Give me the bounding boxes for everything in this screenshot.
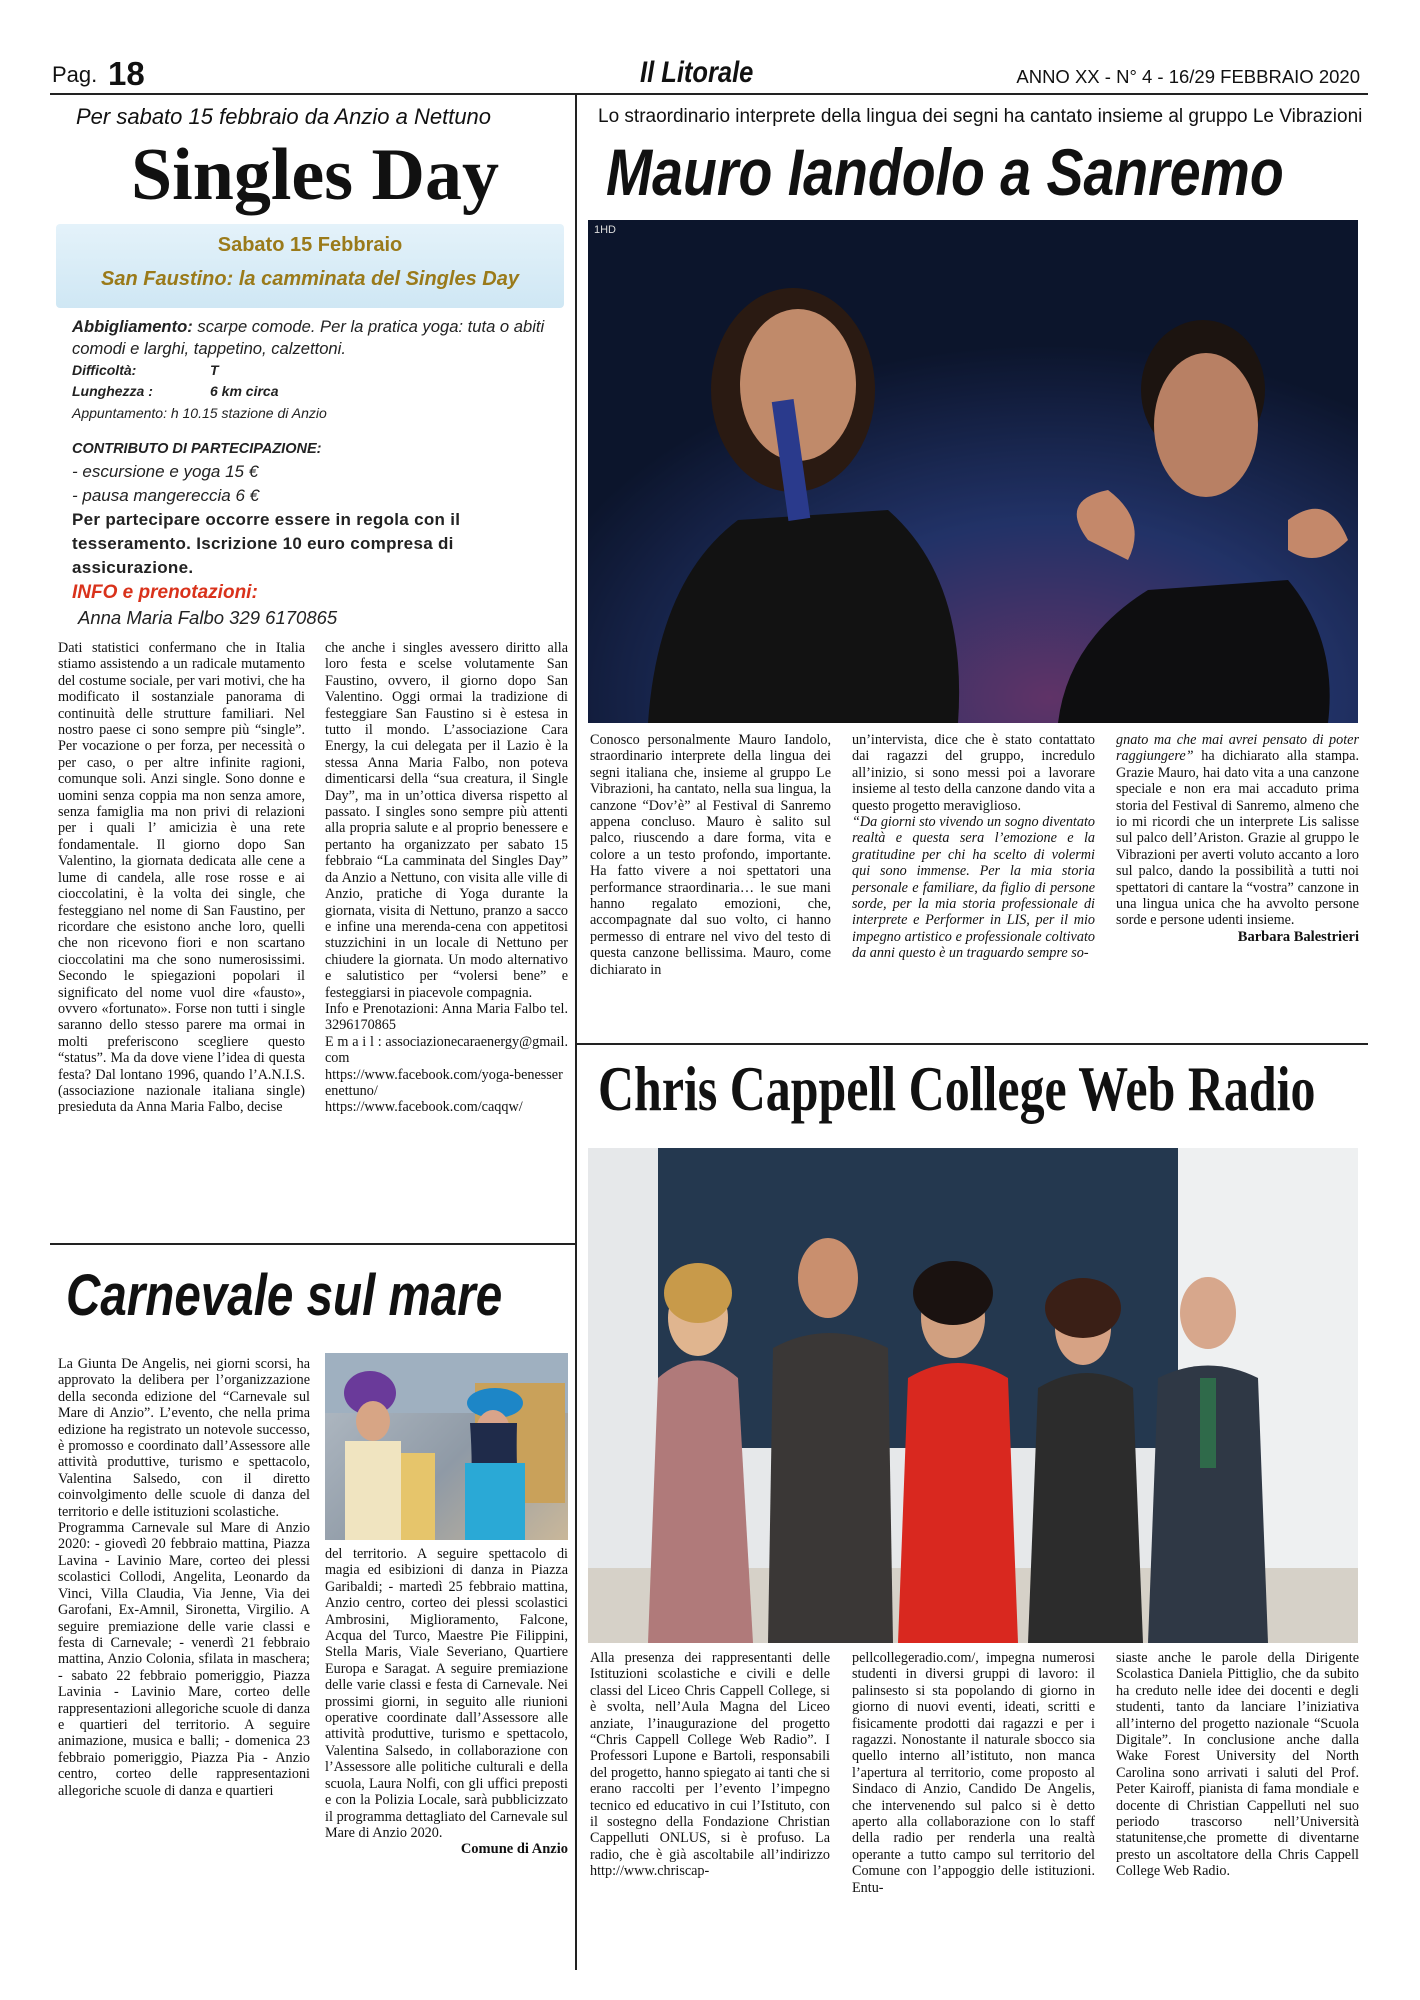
sanremo-photo xyxy=(588,220,1358,723)
header-rule xyxy=(50,93,1368,95)
sanremo-paragraph-2: un’intervista, dice che è stato contattato dai ragazzi del gruppo, incredulo all’inizio, si sono messi poi a lavorare insieme al testo della canzone dando vita a questo progetto meraviglioso. xyxy=(852,732,1095,814)
difficolta-line xyxy=(72,360,558,380)
sanremo-col-2 xyxy=(852,732,1095,962)
carnevale-signature: Comune di Anzio xyxy=(460,1841,568,1858)
sanremo-signature: Barbara Balestrieri xyxy=(1237,928,1359,945)
carnevale-col-2 xyxy=(325,1546,568,1858)
sanremo-photo-art xyxy=(588,220,1358,723)
contributo-label: CONTRIBUTO DI PARTECIPAZIONE: xyxy=(72,441,322,457)
event-date: Sabato 15 Febbraio xyxy=(217,234,403,256)
difficolta-label: Difficoltà: xyxy=(72,362,137,378)
escursione-line: - escursione e yoga 15 € xyxy=(72,462,259,481)
page-label: Pag. xyxy=(52,62,98,87)
singles-bottom-rule xyxy=(50,1243,575,1245)
singles-col-2 xyxy=(325,640,568,1116)
abbigliamento-line xyxy=(72,316,558,360)
masthead: Il Litorale xyxy=(640,56,754,89)
radio-paragraph-1: Alla presenza dei rappresentanti delle Istituzioni scolastiche e civili e delle classi del Liceo Chris Cappell College, si è svolta, nell’Aula Magna del Liceo anziate, l’inaugurazione del progetto “Chris Cappell College Web Radio”. I Professori Lupone e Bartoli, responsabili del progetto, hanno spiegato ai tanti che si erano raccolti per l’evento l’impegno tecnico ed educativo in cui l’Istituto, con il sostegno della Fondazione Christian Cappelluti ONLUS, si è profuso. La radio, che è già ascoltabile all’indirizzo http://www.chriscap- xyxy=(590,1650,830,1880)
abbigliamento-text: scarpe comode. Per la pratica yoga: tuta o abiti comodi e larghi, tappetino, calzettoni. xyxy=(72,317,545,358)
event-box xyxy=(56,224,564,637)
difficolta-value: T xyxy=(210,362,219,378)
event-subtitle: San Faustino: la camminata del Singles Day xyxy=(101,268,519,290)
radio-title: Chris Cappell College Web Radio xyxy=(598,1053,1316,1124)
singles-facebook-link-1[interactable]: https://www.facebook.com/yoga-benesserenettuno/ xyxy=(325,1066,563,1099)
radio-col-2 xyxy=(852,1650,1095,1896)
sanremo-paragraph-3 xyxy=(1116,732,1359,929)
sanremo-col-1 xyxy=(590,732,831,978)
radio-col-1 xyxy=(590,1650,830,1880)
carnevale-col-1 xyxy=(58,1356,310,1799)
radio-col-3 xyxy=(1116,1650,1359,1880)
carnevale-photo-art xyxy=(325,1353,568,1540)
contact-line: Anna Maria Falbo 329 6170865 xyxy=(78,607,338,628)
singles-email[interactable]: E m a i l : associazionecaraenergy@gmail.com xyxy=(325,1033,568,1067)
carnevale-photo xyxy=(325,1353,568,1540)
sanremo-text-end: ha dichiarato alla stampa. Grazie Mauro, hai dato vita a una canzone speciale e non era mai accaduto prima storia del Festival di Sanremo, almeno che io mi ricordi che un interprete Lis salisse sul palco dell’Ariston. Grazie al gruppo le Vibrazioni per averti voluto accanto a loro sul palco, dando la possibilità a tutti noi spettatori di cantare la “vostra” canzone in una lingua unica che ha avvolto persone sorde e persone udenti insieme. xyxy=(1116,748,1359,929)
sanremo-quote-end: gnato ma che mai avrei pensato di poter raggiungere” xyxy=(1116,732,1359,765)
tv-logo: 1HD xyxy=(594,224,617,236)
sanremo-bottom-rule xyxy=(577,1043,1368,1045)
carnevale-paragraph-1: La Giunta De Angelis, nei giorni scorsi, ha approvato la delibera per l’organizzazione della seconda edizione del “Carnevale sul Mare di Anzio”. L’evento, che nella prima edizione ha registrato un notevole successo, è promosso e coordinato dall’Assessore alle attività produttive, turismo e spettacolo, Valentina Salsedo, con il diretto coinvolgimento delle scuole di danza del territorio e delle istituzioni scolastiche. xyxy=(58,1356,310,1520)
carnevale-paragraph-2: Programma Carnevale sul Mare di Anzio 2020: - giovedì 20 febbraio mattina, Piazza Lavina - Lavinio Mare, corteo dei plessi scolastici Collodi, Angelita, Leonardo da Vinci, Villa Claudia, Via Jenne, Via dei Garofani, Ex-Amnil, Sironetta, Virgilio. A seguire premiazione delle varie classi e festa di Carnevale; - venerdì 21 febbraio mattina, Anzio Colonia, sfilata in maschera; - sabato 22 febbraio pomeriggio, Piazza Lavinia - Lavinio Mare, corteo delle rappresentazioni allegoriche scuole di danza e quartieri del territorio. A seguire animazione, musica e balli; - domenica 23 febbraio pomeriggio, Piazza Pia - Anzio centro, corteo delle rappresentazioni allegoriche scuole di danza e quartieri xyxy=(58,1520,310,1799)
lunghezza-value: 6 km circa xyxy=(210,383,279,399)
event-details xyxy=(72,316,558,630)
sanremo-quote: “Da giorni sto vivendo un sogno diventato realtà e questa sera l’emozione e la gratitudine per chi ha scelto di volermi qui sono immense. Per la mia storia personale e familiare, da figlio di persone sorde, per la mia storia professionale di interprete e Performer in LIS, per il mio impegno artistico e professionale coltivato da anni questo è un traguardo sempre so- xyxy=(852,814,1095,962)
carnevale-title: Carnevale sul mare xyxy=(66,1263,503,1328)
pausa-line: - pausa mangereccia 6 € xyxy=(72,486,260,505)
info-label: INFO e prenotazioni: xyxy=(72,582,258,603)
singles-info: Info e Prenotazioni: Anna Maria Falbo tel. 3296170865 xyxy=(325,1000,568,1034)
page-number: 18 xyxy=(108,55,145,92)
regola-text: Per partecipare occorre essere in regola con il tesseramento. Iscrizione 10 euro compresa di assicurazione. xyxy=(72,510,461,577)
radio-paragraph-2: pellcollegeradio.com/, impegna numerosi studenti in diversi gruppi di lavoro: il palinsesto si sta popolando di giorno in giorno di nuovi eventi, ideati, scritti e fisicamente prodotti dai ragazzi e per i ragazzi. Nonostante il naturale sbocco sia quello interno all’istituto, non manca l’apertura al territorio, come proposto al Sindaco di Anzio, Candido De Angelis, che intervenendo sul palco si è detto aperto alla collaborazione con lo staff della radio per renderla una realtà operante a tutto campo sul territorio del Comune con l’appoggio delle istituzioni. Entu- xyxy=(852,1650,1095,1896)
lunghezza-line xyxy=(72,380,558,402)
appuntamento-line: Appuntamento: h 10.15 stazione di Anzio xyxy=(72,405,327,421)
singles-paragraph-2: che anche i singles avessero diritto alla loro festa e scelse volutamente San Faustino, ovvero, il giorno dopo San Valentino. Oggi ormai la tradizione di festeggiare San Faustino si è estesa in tutto il mondo. L’associazione Cara Energy, la cui delegata per il Lazio è la stessa Anna Maria Falbo, non poteva dimenticarsi della “sua creatura, il Single Day”, ma in un’ottica diversa rispetto al passato. I singles sono sempre più attenti alla propria salute e al proprio benessere e pertanto ha organizzato per sabato 15 febbraio “La camminata del Singles Day” da Anzio a Nettuno, con visita alle ville di Anzio, pratiche di Yoga durante la giornata, visita di Nettuno, pranzo a sacco e infine una merenda-cena con appetitosi stuzzichini in un locale di Nettuno per chiudere la giornata. Un modo alternativo e salutistico per “volersi bene” e festeggiarsi in piacevole compagnia. xyxy=(325,640,568,1001)
singles-kicker: Per sabato 15 febbraio da Anzio a Nettuno xyxy=(76,104,492,129)
abbigliamento-label: Abbigliamento: xyxy=(72,317,193,336)
radio-paragraph-3: siaste anche le parole della Dirigente Scolastica Daniela Pittiglio, che da subito ha creduto nelle idee dei docenti e degli studenti, tanto da lanciare l’iniziativa all’interno del progetto nazionale “Scuola Digitale”. In conclusione anche dalla Wake Forest University del North Carolina sono arrivati i saluti del Prof. Peter Kairoff, pianista di fama mondiale e docente di Christian Cappelluti nel suo periodo trascorso nell’Università statunitense,che promette di diventarne presto un ascoltatore della Chris Cappell College Web Radio. xyxy=(1116,1650,1359,1880)
sanremo-title: Mauro Iandolo a Sanremo xyxy=(606,135,1284,209)
sanremo-col-3 xyxy=(1116,732,1359,945)
singles-title: Singles Day xyxy=(130,134,499,216)
column-divider xyxy=(575,95,577,1970)
singles-facebook-link-2[interactable]: https://www.facebook.com/caqqw/ xyxy=(325,1099,523,1116)
sanremo-kicker: Lo straordinario interprete della lingua dei segni ha cantato insieme al gruppo Le Vibrazioni xyxy=(598,106,1363,127)
lunghezza-label: Lunghezza : xyxy=(72,383,153,399)
singles-paragraph-1: Dati statistici confermano che in Italia stiamo assistendo a un radicale mutamento del costume sociale, per vari motivi, che ha modificato il sostanziale panorama di continuità delle strutture familiari. Nel nostro paese ci sono sempre più “single”. Per vocazione o per forza, per necessità o per caso, o per altre infinite ragioni, comunque soli. Anzi single. Sono donne e uomini senza coppia ma non senza amore, senza famiglia ma non privi di relazioni per i quali l’ amicizia è una rete fondamentale. Il giorno dopo San Valentino, la giornata dedicata alle cene a lume di candela, alle rose rosse e ai cioccolatini, è la volta dei single, che festeggiano nel nome di San Faustino, per ricordare che esistono anche loro, quelli che non ricevono fiori e non scartano cioccolatini ma che sono numerosissimi. Secondo le spiegazioni popolari il significato del nome vuol dire «fausto», ovvero «fortunato». Forse non tutti i single saranno dello stesso parere ma ormai in molti preferiscono scegliere questo “status”. Ma da dove viene l’idea di questa festa? Dal lontano 1996, quando l’A.N.I.S. (associazione nazionale italiana single) presieduta da Anna Maria Falbo, decise xyxy=(58,640,305,1116)
carnevale-paragraph-3: del territorio. A seguire spettacolo di magia ed esibizioni di danza in Piazza Garibaldi; - martedì 25 febbraio mattina, Anzio centro, corteo dei plessi scolastici Ambrosini, Miglioramento, Falcone, Acqua del Turco, Maestre Pie Filippini, Stella Maris, Viale Severiano, Quartiere Europa e Saragat. A seguire premiazione delle varie classi e festa di Carnevale. Nei prossimi giorni, in seguito alle riunioni operative coordinate dall’Assessore alle attività produttive, turismo e spettacolo, Valentina Salsedo, in collaborazione con l’Assessore alle politiche culturali e della scuola, Laura Nolfi, con gli uffici preposti e con la Polizia Locale, sarà pubblicizzato il programma dettagliato del Carnevale sul Mare di Anzio 2020. xyxy=(325,1546,568,1841)
radio-photo-art xyxy=(588,1148,1358,1643)
singles-col-1 xyxy=(58,640,305,1116)
radio-photo xyxy=(588,1148,1358,1643)
issue-info: ANNO XX - N° 4 - 16/29 FEBBRAIO 2020 xyxy=(1016,66,1360,87)
sanremo-paragraph-1: Conosco personalmente Mauro Iandolo, straordinario interprete della lingua dei segni italiana che, insieme al gruppo Le Vibrazioni, ha cantato, nella sua lingua, la canzone “Dov’è” al Festival di Sanremo appena concluso. Mauro è salito sul palco, riuscendo a dare forma, vita e colore a un testo profondo, importante. Ha fatto vivere a noi spettatori una performance straordinaria… le sue mani hanno regalato emozioni, che, accompagnate dal suo volto, ci hanno permesso di entrare nel vivo del testo di questa canzone bellissima. Mauro, come dichiarato in xyxy=(590,732,831,978)
event-box-header xyxy=(56,224,564,308)
